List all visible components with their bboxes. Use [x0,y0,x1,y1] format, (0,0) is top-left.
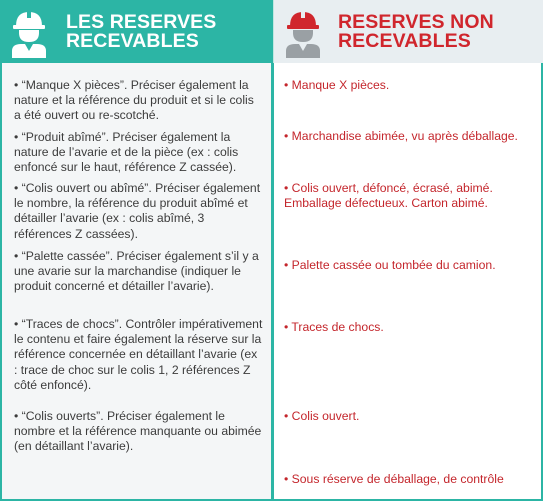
recevable-item: • “Colis ouverts”. Préciser également le nombre et la référence manquante ou abimée (en détaillant l’avarie). [14,409,262,454]
recevables-column [0,63,273,501]
recevable-item: • “Traces de chocs”. Contrôler impérativement le contenu et faire également la réserve sur la référence concernée en détaillant l’avarie (ex : trace de choc sur le colis 1, 2 références Z côté enfoncé). [14,317,263,392]
non-recevable-item: • Sous réserve de déballage, de contrôle [284,472,504,486]
header-non-recevables [273,0,543,63]
non-recevables-column [273,63,543,501]
recevable-item: • “Palette cassée”. Préciser également s’il y a une avarie sur la marchandise (indiquer le produit concerné et détailler l’avarie). [14,249,259,294]
non-recevable-item: • Manque X pièces. [284,78,390,92]
header-recevables [0,0,273,63]
header-title-recevables: LES RESERVES RECEVABLES [66,10,217,52]
non-recevable-item: • Colis ouvert. [284,409,360,423]
non-recevable-item: • Traces de chocs. [284,320,384,334]
recevable-item: • “Manque X pièces”. Préciser également la nature et la référence du produit et si le colis a été ouvert ou re-scotché. [14,78,254,123]
recevable-item: • “Colis ouvert ou abîmé”. Préciser également le nombre, la référence du produit abîmé et détailler l’avarie (ex : colis abîmé, 3 références Z cassées). [14,181,261,241]
worker-hardhat-icon [8,6,50,58]
non-recevable-item: • Palette cassée ou tombée du camion. [284,258,496,272]
header-title-non-recevables: RESERVES NON RECEVABLES [338,10,494,52]
worker-hardhat-alert-icon [282,6,324,58]
non-recevable-item: • Colis ouvert, défoncé, écrasé, abimé. Emballage défectueux. Carton abimé. [284,181,493,211]
recevable-item: • “Produit abîmé”. Préciser également la nature de l’avarie et de la pièce (ex : colis enfoncé sur le haut, référence Z cassée). [14,130,239,175]
non-recevable-item: • Marchandise abimée, vu après déballage. [284,129,518,143]
